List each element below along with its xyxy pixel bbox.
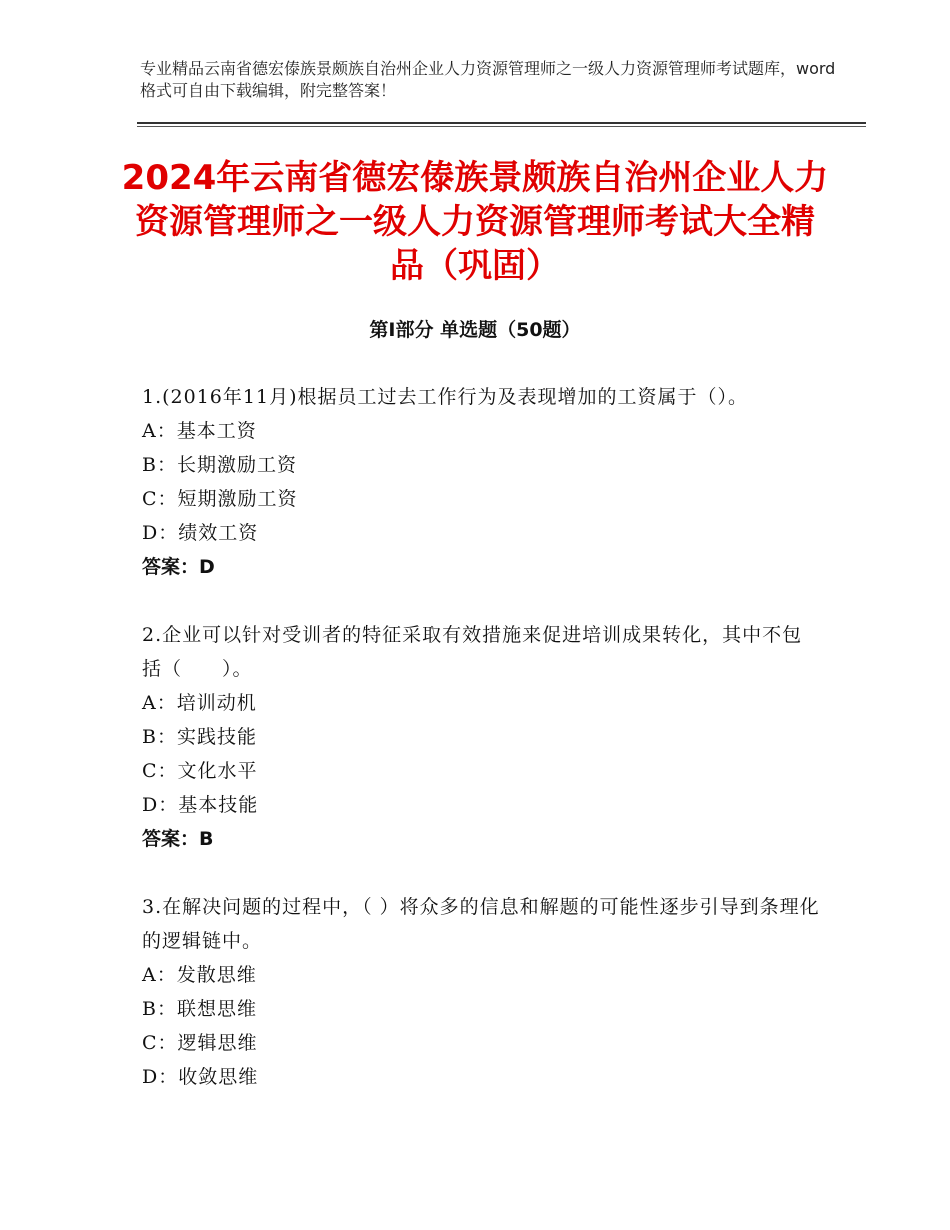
option-b: B：实践技能: [142, 726, 257, 748]
option-d: D：收敛思维: [142, 1066, 259, 1088]
option-d: D：基本技能: [142, 794, 259, 816]
option-c: C：文化水平: [142, 760, 258, 782]
option-a: A：基本工资: [142, 420, 257, 442]
header-note: 专业精品云南省德宏傣族景颇族自治州企业人力资源管理师之一级人力资源管理师考试题库，word格式可自由下载编辑，附完整答案！: [140, 59, 836, 100]
option-b: B：联想思维: [142, 998, 257, 1020]
header-rule-thick: [137, 122, 866, 124]
document-title: 2024年云南省德宏傣族景颇族自治州企业人力资源管理师之一级人力资源管理师考试大全精品（巩固）: [121, 158, 829, 286]
option-b: B：长期激励工资: [142, 454, 297, 476]
option-c: C：短期激励工资: [142, 488, 298, 510]
section-title: 第Ⅰ部分 单选题（50题）: [369, 319, 581, 341]
option-d: D：绩效工资: [142, 522, 259, 544]
question-list: [142, 380, 822, 1094]
option-a: A：培训动机: [142, 692, 257, 714]
question-text: 3.在解决问题的过程中，（ ）将众多的信息和解题的可能性逐步引导到条理化的逻辑链中。: [142, 896, 820, 952]
spacer: [142, 856, 822, 890]
question-3: [142, 890, 822, 1094]
answer: 答案：B: [142, 828, 214, 850]
question-1: [142, 380, 822, 584]
option-c: C：逻辑思维: [142, 1032, 258, 1054]
answer: 答案：D: [142, 556, 215, 578]
question-text: 2.企业可以针对受训者的特征采取有效措施来促进培训成果转化，其中不包括（ ）。: [142, 624, 803, 680]
option-a: A：发散思维: [142, 964, 257, 986]
spacer: [142, 584, 822, 618]
question-text: 1.(2016年11月)根据员工过去工作行为及表现增加的工资属于（）。: [142, 386, 748, 408]
header-rule-thin: [137, 126, 866, 127]
question-2: [142, 618, 822, 856]
